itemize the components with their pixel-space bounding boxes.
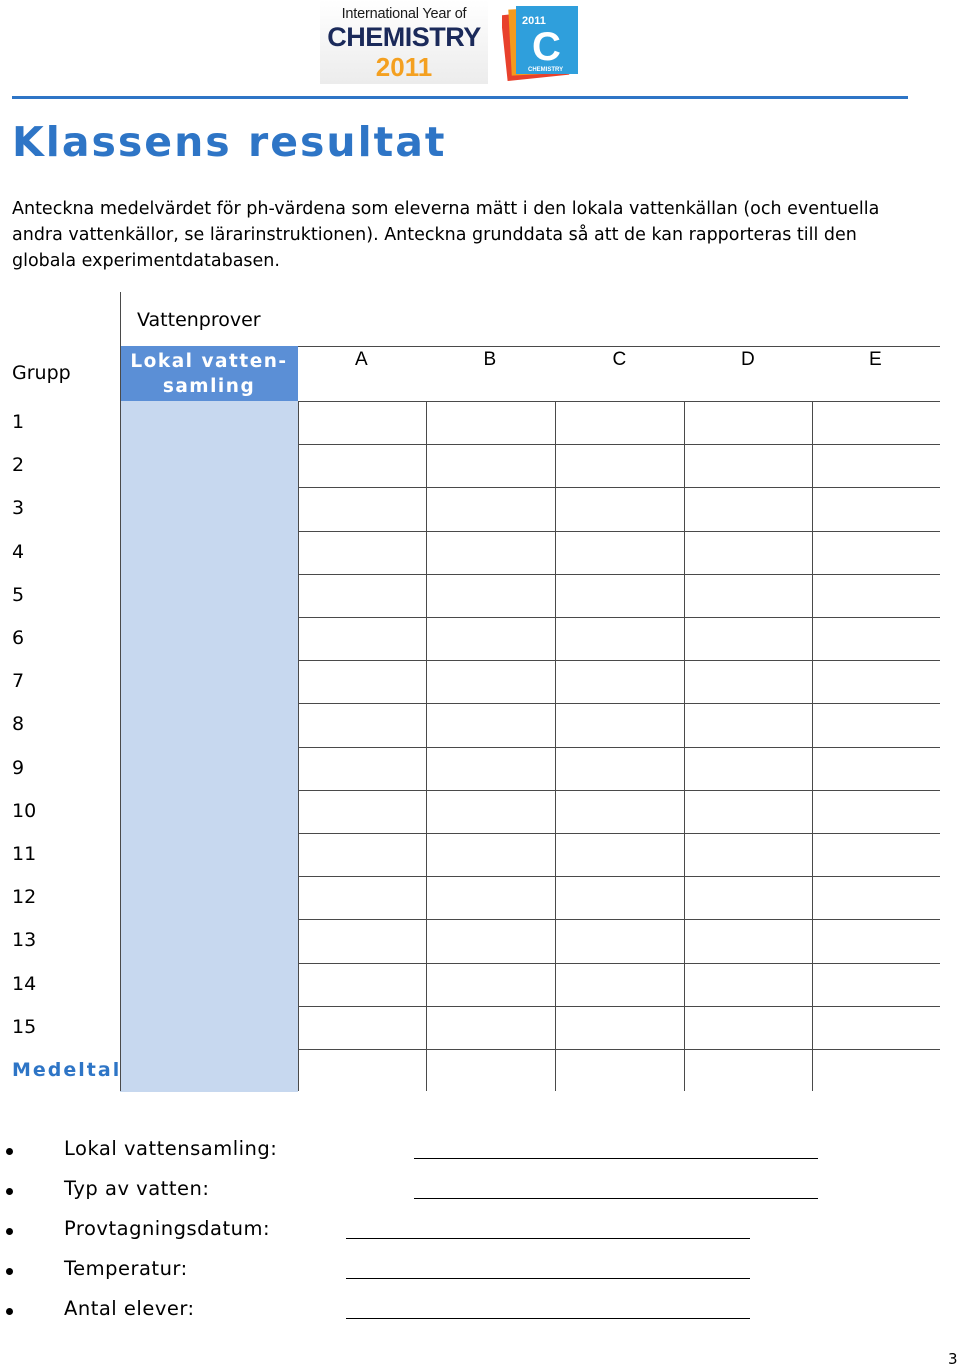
row-rule bbox=[298, 833, 940, 834]
field-label: Provtagningsdatum: bbox=[64, 1217, 271, 1240]
fill-in-line[interactable] bbox=[346, 1278, 750, 1279]
column-divider bbox=[684, 401, 685, 1091]
column-header-b: B bbox=[483, 349, 497, 370]
header-top-rule bbox=[298, 346, 940, 347]
row-label: 12 bbox=[12, 886, 37, 909]
row-label: 10 bbox=[12, 799, 37, 822]
row-label: 8 bbox=[12, 713, 25, 736]
row-label: 15 bbox=[12, 1015, 37, 1038]
fill-in-line[interactable] bbox=[414, 1158, 818, 1159]
bullet-icon bbox=[6, 1148, 13, 1155]
row-rule bbox=[298, 747, 940, 748]
intro-paragraph: Anteckna medelvärdet för ph-värdena som eleverna mätt i den lokala vattenkällan (och eventuella andra vattenkällor, se lärarinstruktionen). Anteckna grunddata så att de kan rapporteras till den globala experimentdatabasen. bbox=[12, 199, 880, 271]
column-divider bbox=[426, 401, 427, 1091]
row-label: 1 bbox=[12, 411, 25, 433]
column-divider bbox=[555, 401, 556, 1091]
row-rule bbox=[298, 1006, 940, 1007]
row-rule bbox=[298, 1049, 940, 1050]
column-header-c: C bbox=[612, 349, 627, 370]
row-rule bbox=[298, 401, 940, 402]
page-number: 3 bbox=[948, 1350, 958, 1368]
field-label: Typ av vatten: bbox=[64, 1177, 210, 1200]
column-header-d: D bbox=[741, 349, 755, 370]
bullet-icon bbox=[6, 1268, 13, 1275]
row-label: 5 bbox=[12, 583, 25, 606]
row-label: 13 bbox=[12, 929, 37, 952]
row-label: 3 bbox=[12, 497, 25, 520]
page-title: Klassens resultat bbox=[12, 118, 447, 166]
row-rule bbox=[298, 919, 940, 920]
row-rule bbox=[298, 876, 940, 877]
row-label: 11 bbox=[12, 843, 37, 865]
column-header-e: E bbox=[869, 349, 882, 370]
logo-line-3: 2011 bbox=[375, 52, 433, 82]
bullet-icon bbox=[6, 1308, 13, 1315]
lokal-header-cell: Lokal vatten-samling bbox=[120, 346, 298, 401]
column-divider bbox=[120, 292, 121, 1091]
column-divider bbox=[812, 401, 813, 1091]
lokal-column-shading bbox=[120, 346, 298, 1092]
row-label: 2 bbox=[12, 454, 25, 477]
row-rule bbox=[298, 617, 940, 618]
row-rule bbox=[298, 703, 940, 704]
row-rule bbox=[298, 444, 940, 445]
svg-text:CHEMISTRY: CHEMISTRY bbox=[528, 67, 564, 73]
column-header-a: A bbox=[355, 349, 368, 370]
medeltal-row-label: Medeltal bbox=[12, 1059, 122, 1081]
svg-text:C: C bbox=[532, 25, 561, 69]
fill-in-line[interactable] bbox=[346, 1238, 750, 1239]
logo-line-1: International Year of bbox=[341, 6, 467, 22]
row-label: 14 bbox=[12, 972, 37, 995]
row-rule bbox=[298, 574, 940, 575]
field-label: Antal elever: bbox=[64, 1297, 195, 1320]
row-rule bbox=[298, 531, 940, 532]
fill-in-line[interactable] bbox=[414, 1198, 818, 1199]
row-label: 7 bbox=[12, 670, 25, 693]
row-rule bbox=[298, 487, 940, 488]
field-label: Lokal vattensamling: bbox=[64, 1137, 278, 1160]
bullet-icon bbox=[6, 1228, 13, 1235]
row-rule bbox=[298, 963, 940, 964]
vattenprover-header: Vattenprover bbox=[137, 309, 261, 331]
bullet-icon bbox=[6, 1188, 13, 1195]
row-label: 9 bbox=[12, 756, 25, 779]
fill-in-line[interactable] bbox=[346, 1318, 750, 1319]
row-rule bbox=[298, 790, 940, 791]
row-label: 6 bbox=[12, 627, 25, 649]
row-label: 4 bbox=[12, 540, 25, 563]
field-label: Temperatur: bbox=[64, 1257, 188, 1280]
logo-line-2: CHEMISTRY bbox=[327, 22, 481, 52]
column-divider bbox=[298, 401, 299, 1091]
grupp-header: Grupp bbox=[12, 362, 71, 384]
svg-text:2011: 2011 bbox=[522, 15, 546, 27]
row-rule bbox=[298, 660, 940, 661]
